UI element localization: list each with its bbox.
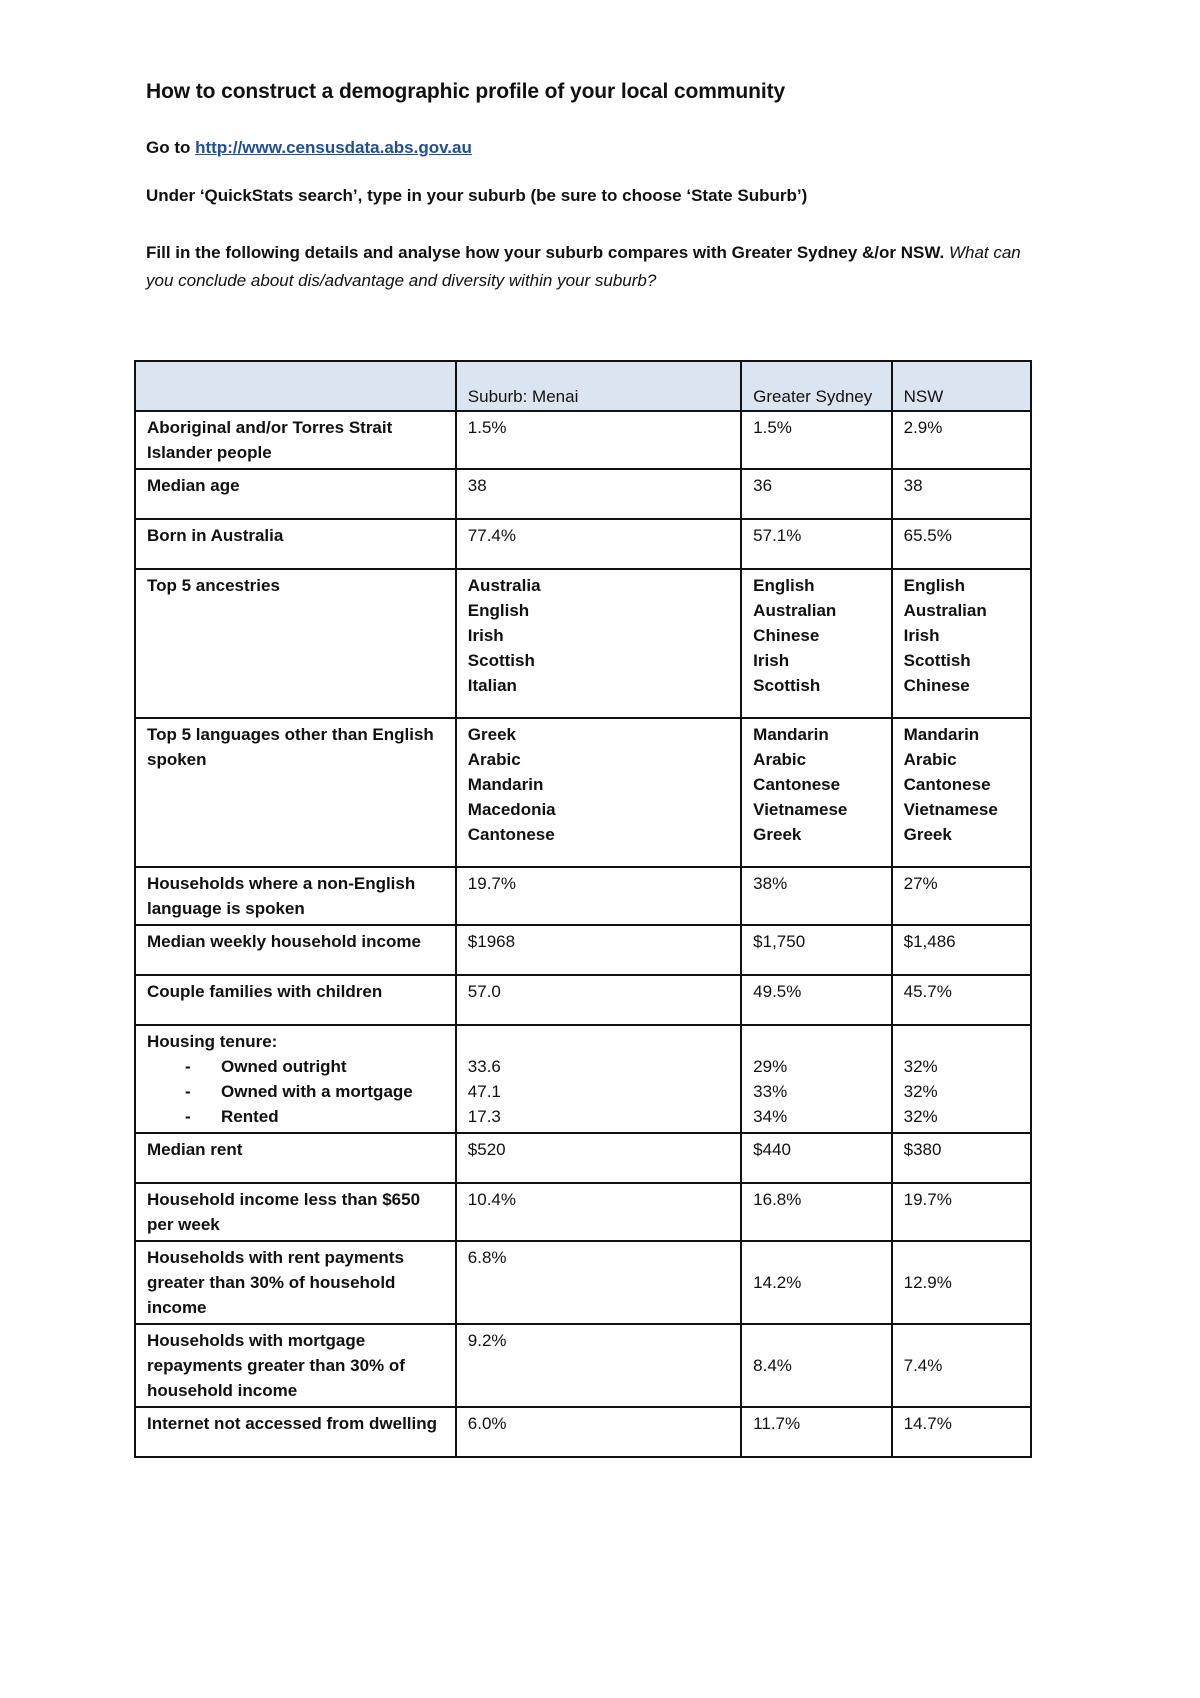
cell-nsw: $380	[892, 1133, 1031, 1183]
table-row-atsi	[135, 411, 1031, 469]
cell-suburb	[456, 569, 741, 718]
cell-sydney	[741, 1241, 891, 1324]
row-label: Couple families with children	[135, 975, 456, 1025]
table-row-mortgage-stress	[135, 1324, 1031, 1407]
list-item: 32%	[903, 1057, 938, 1076]
row-label: Median weekly household income	[135, 925, 456, 975]
document-body	[146, 80, 1066, 290]
list-item: Cantonese	[903, 775, 991, 794]
spacer	[904, 1029, 1020, 1054]
list-item: 29%	[753, 1057, 788, 1076]
list-item: Australian	[903, 601, 987, 620]
table-row-housing-tenure	[135, 1025, 1031, 1133]
row-label: Household income less than $650 per week	[135, 1183, 456, 1241]
list-item: Chinese	[753, 626, 820, 645]
cell-nsw	[892, 1025, 1031, 1133]
row-label: Top 5 languages other than English spoken	[135, 718, 456, 867]
cell-suburb: 6.0%	[456, 1407, 741, 1457]
header-empty-cell	[135, 361, 456, 411]
cell-nsw: 27%	[892, 867, 1031, 925]
cell-nsw: 45.7%	[892, 975, 1031, 1025]
cell-sydney	[741, 718, 891, 867]
spacer	[753, 1029, 880, 1054]
cell-sydney: $1,750	[741, 925, 891, 975]
list-item: 33%	[753, 1082, 788, 1101]
row-label: Aboriginal and/or Torres Strait Islander people	[135, 411, 456, 469]
table-row-non-english	[135, 867, 1031, 925]
dash-bullet: -	[185, 1057, 191, 1076]
list-item: Mandarin	[467, 775, 544, 794]
cell-sydney	[741, 1324, 891, 1407]
cell-suburb: 19.7%	[456, 867, 741, 925]
cell-suburb: $1968	[456, 925, 741, 975]
row-label: Median rent	[135, 1133, 456, 1183]
row-label: Households with mortgage repayments greater than 30% of household income	[135, 1324, 456, 1407]
cell-nsw: 19.7%	[892, 1183, 1031, 1241]
table-row-couple-families	[135, 975, 1031, 1025]
list-item: Cantonese	[467, 825, 555, 844]
tenure-item-label: Owned outright	[221, 1057, 347, 1076]
list-item: Scottish	[467, 651, 535, 670]
list-item: Macedonia	[467, 800, 556, 819]
list-item: Arabic	[903, 750, 957, 769]
table-row-rent-stress	[135, 1241, 1031, 1324]
row-label: Households where a non-English language is spoken	[135, 867, 456, 925]
fill-in-bold-text: Fill in the following details and analyse how your suburb compares with Greater Sydney &/or NSW.	[146, 243, 945, 262]
cell-value: 7.4%	[903, 1356, 943, 1375]
list-item: 32%	[903, 1107, 938, 1126]
cell-nsw: 2.9%	[892, 411, 1031, 469]
fill-in-question: What can you conclude about dis/advantage and diversity within your suburb?	[146, 243, 1021, 290]
list-item: Greek	[467, 725, 516, 744]
table-row-median-age	[135, 469, 1031, 519]
row-label: Internet not accessed from dwelling	[135, 1407, 456, 1457]
list-item: Australian	[753, 601, 837, 620]
header-greater-sydney: Greater Sydney	[741, 361, 891, 411]
cell-sydney: 1.5%	[741, 411, 891, 469]
cell-sydney: 38%	[741, 867, 891, 925]
cell-suburb: 10.4%	[456, 1183, 741, 1241]
list-item: 32%	[903, 1082, 938, 1101]
census-link[interactable]: http://www.censusdata.abs.gov.au	[195, 138, 472, 157]
cell-nsw: $1,486	[892, 925, 1031, 975]
list-item	[147, 1079, 445, 1104]
list-item: Arabic	[753, 750, 807, 769]
table-row-weekly-income	[135, 925, 1031, 975]
list-item: Greek	[903, 825, 952, 844]
cell-suburb: $520	[456, 1133, 741, 1183]
list-item: Vietnamese	[903, 800, 998, 819]
table-row-born-australia	[135, 519, 1031, 569]
list-item: English	[467, 601, 530, 620]
go-to-prefix: Go to	[146, 138, 196, 157]
cell-value: 8.4%	[753, 1356, 792, 1375]
table-header-row	[135, 361, 1031, 411]
cell-sydney: $440	[741, 1133, 891, 1183]
table-row-median-rent	[135, 1133, 1031, 1183]
cell-suburb	[456, 718, 741, 867]
fill-in-instruction	[146, 239, 1046, 295]
cell-suburb: 77.4%	[456, 519, 741, 569]
list-item: Scottish	[753, 676, 821, 695]
table-row-languages	[135, 718, 1031, 867]
cell-sydney	[741, 569, 891, 718]
list-item: 33.6	[467, 1057, 501, 1076]
cell-nsw: 65.5%	[892, 519, 1031, 569]
cell-sydney: 57.1%	[741, 519, 891, 569]
cell-sydney: 11.7%	[741, 1407, 891, 1457]
list-item: Irish	[753, 651, 790, 670]
cell-suburb: 57.0	[456, 975, 741, 1025]
row-label: Born in Australia	[135, 519, 456, 569]
spacer	[468, 1029, 730, 1054]
cell-suburb: 1.5%	[456, 411, 741, 469]
cell-suburb: 9.2%	[456, 1324, 741, 1407]
quickstats-instruction: Under ‘QuickStats search’, type in your suburb (be sure to choose ‘State Suburb’)	[146, 186, 808, 205]
list-item: Australia	[467, 576, 541, 595]
list-item: Arabic	[467, 750, 521, 769]
cell-nsw	[892, 1241, 1031, 1324]
spacer	[753, 1245, 880, 1270]
list-item: English	[903, 576, 966, 595]
cell-value: 12.9%	[903, 1273, 952, 1292]
page-title: How to construct a demographic profile of your local community	[146, 80, 786, 103]
cell-sydney	[741, 1025, 891, 1133]
header-suburb: Suburb: Menai	[456, 361, 741, 411]
list-item: Irish	[903, 626, 940, 645]
table-row-internet	[135, 1407, 1031, 1457]
cell-suburb: 38	[456, 469, 741, 519]
spacer	[753, 1328, 880, 1353]
spacer	[904, 1328, 1020, 1353]
cell-nsw	[892, 1324, 1031, 1407]
cell-nsw	[892, 718, 1031, 867]
list-item: Italian	[467, 676, 517, 695]
cell-suburb: 6.8%	[456, 1241, 741, 1324]
table-row-low-income	[135, 1183, 1031, 1241]
demographic-profile-table	[134, 360, 1032, 1458]
list-item: Mandarin	[753, 725, 829, 744]
list-item	[147, 1054, 445, 1079]
cell-sydney: 16.8%	[741, 1183, 891, 1241]
dash-bullet: -	[185, 1082, 191, 1101]
spacer	[904, 1245, 1020, 1270]
tenure-item-label: Owned with a mortgage	[221, 1082, 413, 1101]
list-item: Vietnamese	[753, 800, 848, 819]
row-label: Top 5 ancestries	[135, 569, 456, 718]
list-item: Mandarin	[903, 725, 980, 744]
tenure-item-label: Rented	[221, 1107, 279, 1126]
dash-bullet: -	[185, 1107, 191, 1126]
row-label: Households with rent payments greater than 30% of household income	[135, 1241, 456, 1324]
cell-value: 14.2%	[753, 1273, 802, 1292]
row-label	[135, 1025, 456, 1133]
list-item: Irish	[467, 626, 504, 645]
cell-sydney: 49.5%	[741, 975, 891, 1025]
cell-nsw: 38	[892, 469, 1031, 519]
table-row-ancestries	[135, 569, 1031, 718]
header-nsw: NSW	[892, 361, 1031, 411]
cell-sydney: 36	[741, 469, 891, 519]
list-item: English	[753, 576, 815, 595]
list-item: 17.3	[467, 1107, 501, 1126]
row-label: Median age	[135, 469, 456, 519]
go-to-line	[146, 138, 472, 158]
tenure-heading: Housing tenure:	[147, 1032, 278, 1051]
cell-nsw: 14.7%	[892, 1407, 1031, 1457]
list-item: 47.1	[467, 1082, 501, 1101]
list-item: Greek	[753, 825, 802, 844]
list-item: Scottish	[903, 651, 971, 670]
list-item: Cantonese	[753, 775, 841, 794]
list-item: 34%	[753, 1107, 788, 1126]
list-item: Chinese	[903, 676, 970, 695]
cell-suburb	[456, 1025, 741, 1133]
list-item	[147, 1104, 445, 1129]
cell-nsw	[892, 569, 1031, 718]
